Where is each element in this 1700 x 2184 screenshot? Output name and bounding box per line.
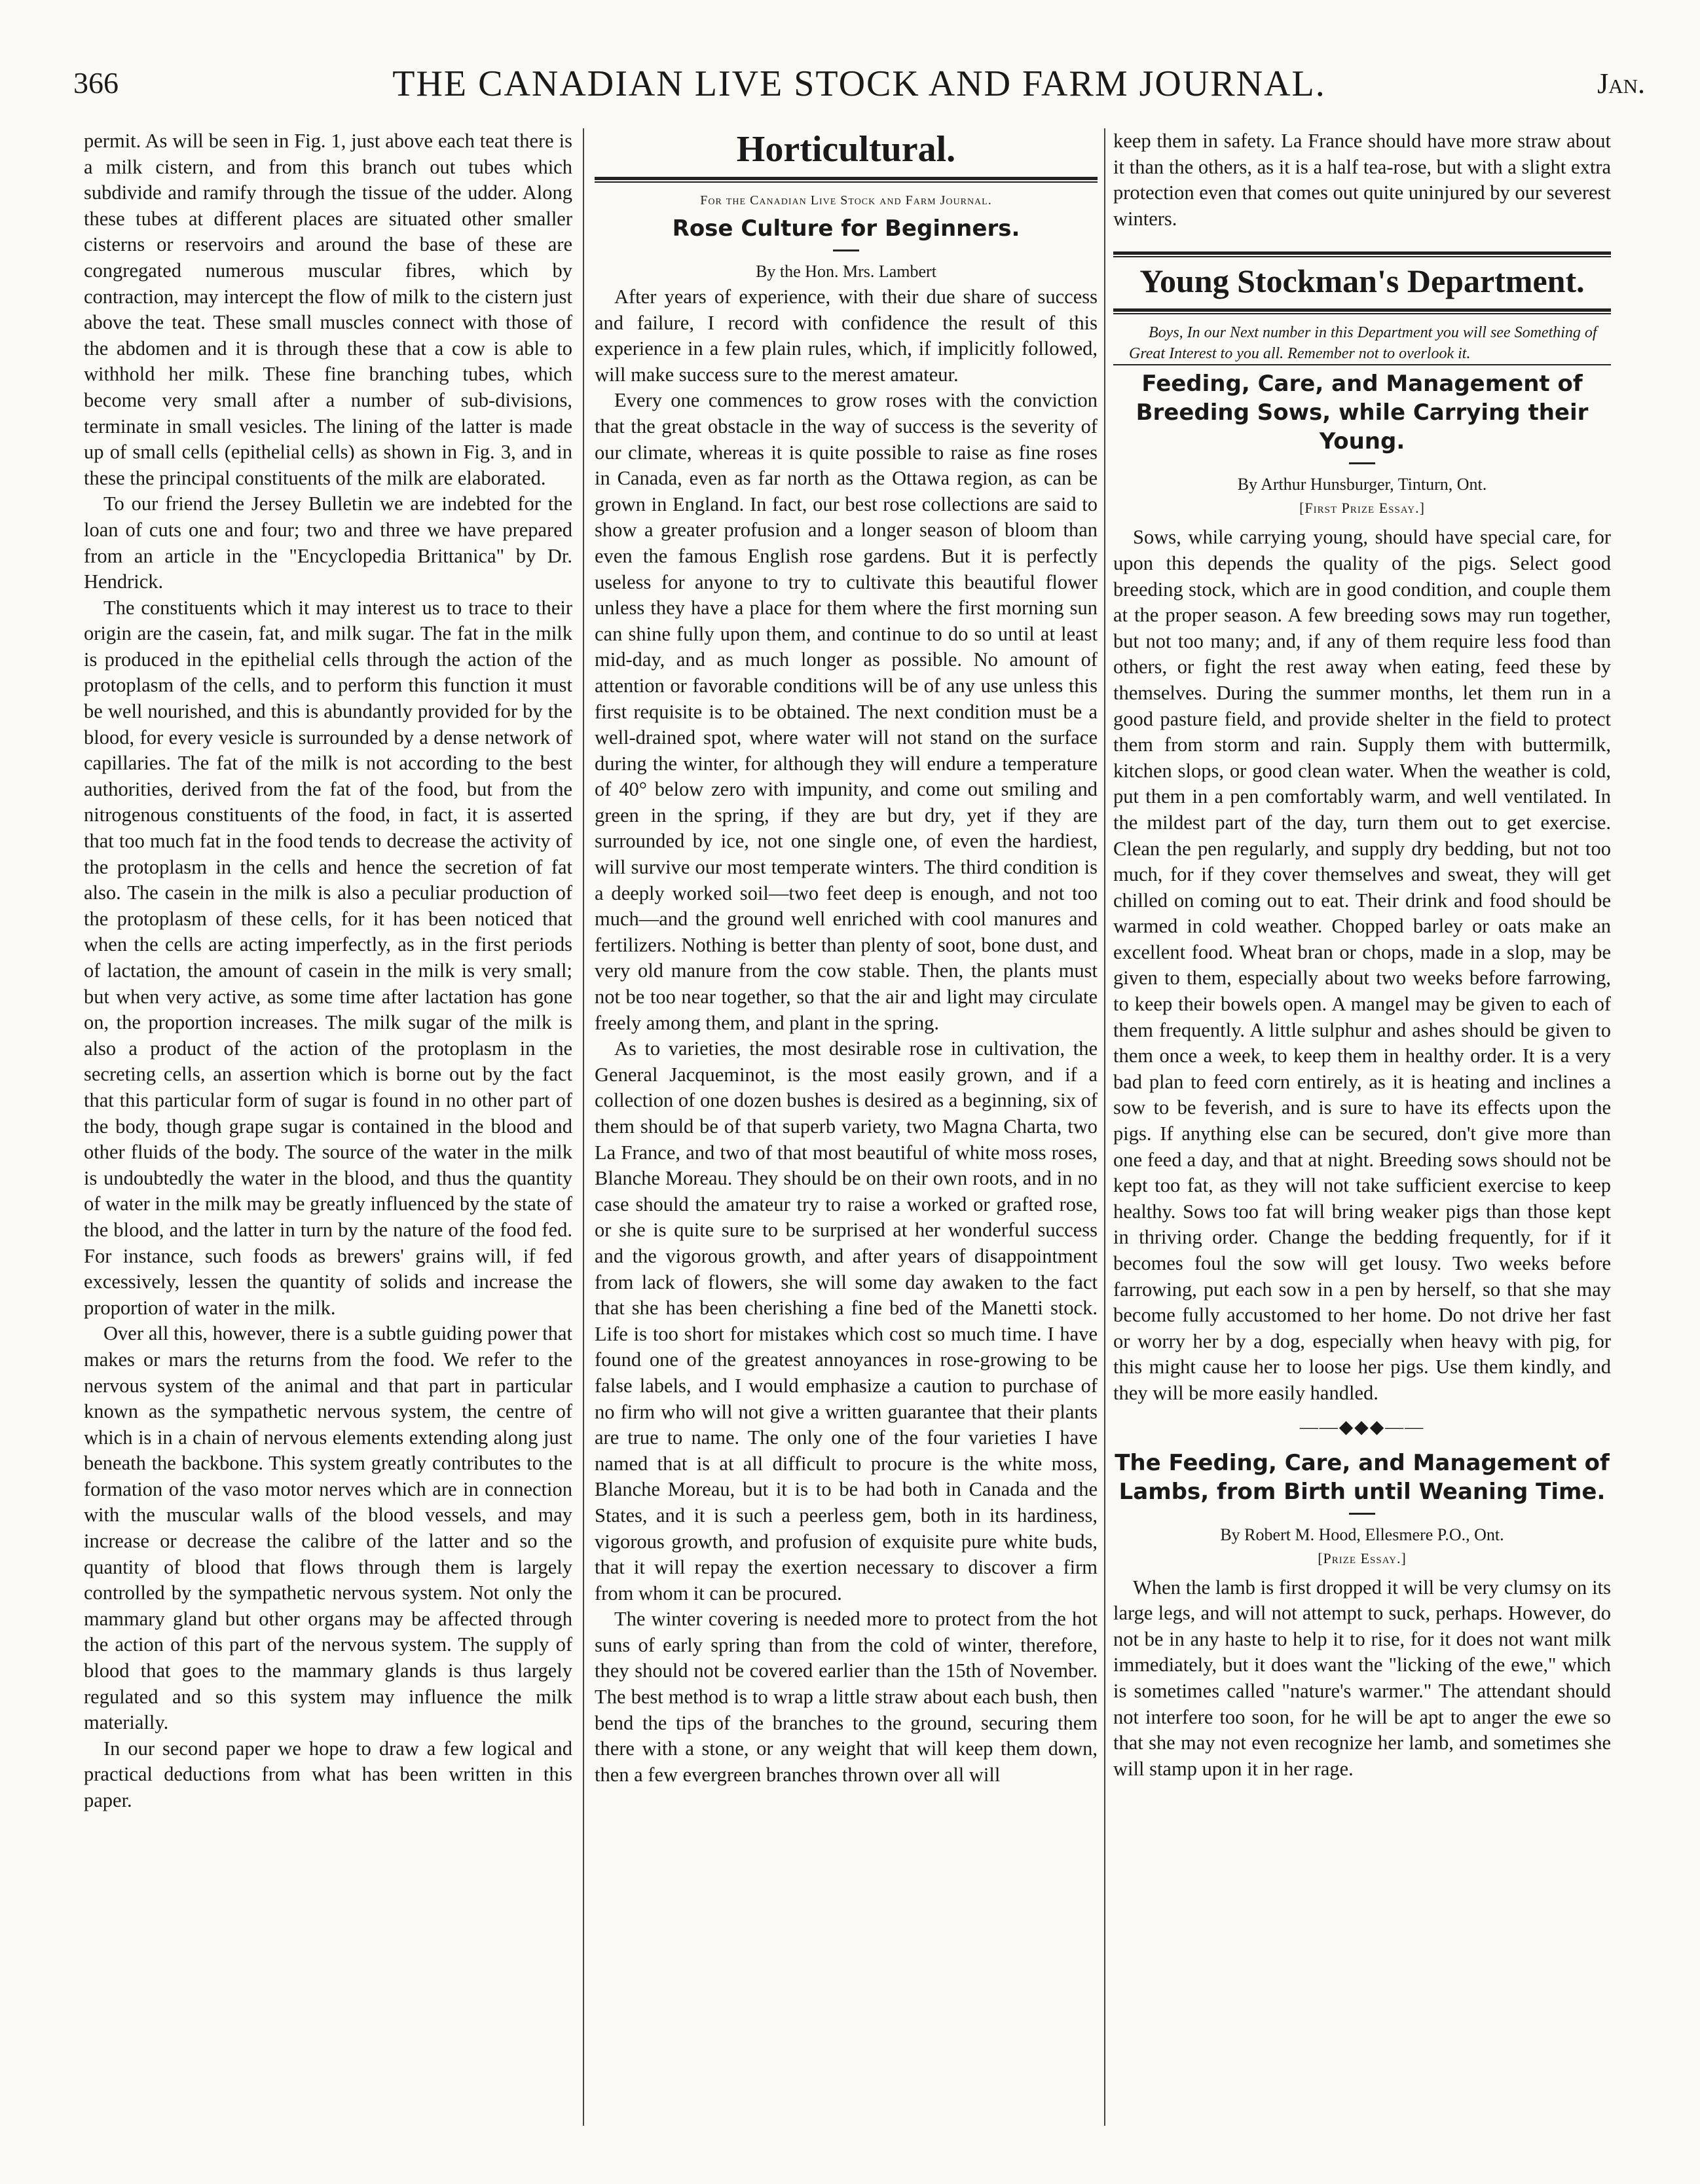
prize-label: [First Prize Essay.]	[1299, 500, 1425, 517]
divider	[595, 181, 1098, 183]
column-left	[84, 128, 572, 2100]
paragraph: In our second paper we hope to draw a few logical and practical deductions from what has been written in this paper.	[84, 1737, 572, 1811]
page-header	[73, 63, 1645, 109]
column-middle	[595, 128, 1098, 2100]
divider	[595, 177, 1098, 180]
divider	[1113, 256, 1611, 257]
divider	[1113, 313, 1611, 314]
paragraph: The constituents which it may interest us to trace to their origin are the casein, fat, and milk sugar. The fat in the milk is produced in the epithelial cells through the action of the protoplasm of the cells, and to perform this function it must be well nourished, and this is abundantly provided for by the blood, for every vesicle is surrounded by a dense network of capillaries. The fat of the milk is not according to the best authorities, derived from the fat of the food, but from the nitrogenous constituents of the food, in fact, it is asserted that too much fat in the food tends to decrease the activity of the protoplasm in the cells and hence the secretion of fat also. The casein in the milk is also a peculiar production of the protoplasm of these cells, for it has been noticed that when the cells are acting imperfectly, as in the first periods of lactation, the amount of casein in the milk is very small; but when very active, as some time after lactation has gone on, the proportion increases. The milk sugar of the milk is also a product of the action of the protoplasm in the secreting cells, an assertion which is borne out by the fact that this particular form of sugar is found in no other part of the body, though grape sugar is contained in the blood and other fluids of the body. The source of the water in the milk is undoubtedly the water in the blood, and thus the quantity of water in the milk may be greatly influenced by the state of the blood, and the latter in turn by the nature of the food fed. For instance, such foods as brewers' grains will, if fed excessively, lessen the quantity of solids and increase the proportion of water in the milk.	[84, 596, 572, 1319]
department-heading: Young Stockman's Department.	[1139, 263, 1585, 300]
article-title: Rose Culture for Beginners.	[672, 215, 1020, 242]
paragraph: After years of experience, with their due share of success and failure, I record with confidence the result of this experience in a few plain rules, which, if implicitly followed, will make success sure to the merest amateur.	[595, 286, 1098, 386]
prize-label: [Prize Essay.]	[1318, 1549, 1407, 1566]
divider	[1113, 308, 1611, 312]
paragraph: Over all this, however, there is a subtle guiding power that makes or mars the returns from the food. We refer to the nervous system of the animal and that part in particular known as the sympathetic nervous system, the centre of which is in a chain of nervous elements extending along just beneath the backbone. This system greatly contributes to the formation of the vaso motor nerves which are in connection with the muscular walls of the blood vessels, and may increase or decrease the calibre of the latter and so the quantity of blood that flows through them is largely controlled by the sympathetic nervous system. Not only the mammary gland but other organs may be affected through the action of this part of the nervous system. The supply of blood that goes to the mammary glands is thus largely regulated and so this system may influence the milk materially.	[84, 1322, 572, 1734]
divider	[1113, 251, 1611, 255]
paragraph: permit. As will be seen in Fig. 1, just above each teat there is a milk cistern, and from this branch out tubes which subdivide and ramify through the tissue of the udder. Along these tubes at different places are situated other smaller cisterns or reservoirs and around the base of these are congregated numerous muscular fibres, which by contraction, may intercept the flow of milk to the cistern just above the teat. These small muscles connect with those of the abdomen and it is through these that a cow is able to withhold her milk. These fine branching tubes, which become very small after a number of sub-divisions, terminate in small vesicles. The lining of the latter is made up of small cells (epithelial cells) as shown in Fig. 3, and in these the principal constituents of the milk are elaborated.	[84, 130, 572, 489]
paragraph: Every one commences to grow roses with the conviction that the great obstacle in the way of success is the severity of our climate, whereas it is quite possible to raise as fine roses in Canada, even as far north as the Ottawa region, as can be grown in England. In fact, our best rose collections are said to show a greater profusion and a longer season of bloom than even the famous English rose gardens. But it is perfectly useless for anyone to try to cultivate this beautiful flower unless they have a place for them where the first morning sun can shine fully upon them, and continue to do so until at least mid-day, and as much longer as possible. No amount of attention or favorable conditions will be of any use unless this first requisite is to be obtained. The next condition must be a well-drained spot, where water will not stand on the surface during the winter, for although they will endure a temperature of 40° below zero with impunity, and come out smiling and green in the spring, if they are but dry, yet if they are surrounded by ice, not one single one, of even the hardiest, will survive our most temperate winters. The third condition is a deeply worked soil—two feet deep is enough, and not too much—and the ground well enriched with cool manures and fertilizers. Nothing is better than plenty of soot, bone dust, and very old manure from the cow stable. Then, the plants must not be too near together, so that the air and light may circulate freely among them, and plant in the spring.	[595, 389, 1098, 1034]
byline: By the Hon. Mrs. Lambert	[756, 262, 936, 281]
page-number: 366	[73, 66, 119, 100]
department-heading: Horticultural.	[736, 129, 956, 170]
column-divider	[583, 128, 584, 2126]
divider	[1349, 462, 1375, 464]
column-divider	[1104, 128, 1105, 2126]
paragraph: When the lamb is first dropped it will be very clumsy on its large legs, and will not attempt to suck, perhaps. However, do not be in any haste to help it to rise, for it does not want milk immediately, but it does want the "licking of the ewe," which is sometimes called "nature's warmer." The attendant should not interfere too soon, for he will be apt to anger the ewe so that she may not even recognize her lamb, and sometimes she will stamp upon it in her rage.	[1113, 1576, 1611, 1780]
paragraph: keep them in safety. La France should have more straw about it than the others, as it is a half tea-rose, but with a slight extra protection even that comes out quite uninjured by our severest winters.	[1113, 130, 1611, 230]
byline: By Robert M. Hood, Ellesmere P.O., Ont.	[1220, 1525, 1504, 1544]
department-notice: Boys, In our Next number in this Department you will see Something of Great Interest to you all. Remember not to overlook it.	[1129, 324, 1597, 363]
source-line: For the Canadian Live Stock and Farm Journal.	[700, 193, 992, 208]
byline: By Arthur Hunsburger, Tinturn, Ont.	[1237, 475, 1487, 494]
article-title: The Feeding, Care, and Management of Lambs, from Birth until Weaning Time.	[1115, 1449, 1610, 1505]
journal-title: THE CANADIAN LIVE STOCK AND FARM JOURNAL.	[392, 64, 1326, 104]
paragraph: The winter covering is needed more to protect from the hot suns of early spring than from the cold of winter, therefore, they should not be covered earlier than the 15th of November. The best method is to wrap a little straw about each bush, then bend the tips of the branches to the ground, securing them there with a stone, or any weight that will keep them down, then a few evergreen branches thrown over all will	[595, 1608, 1098, 1786]
issue-month: Jan.	[1597, 67, 1645, 100]
paragraph: As to varieties, the most desirable rose in cultivation, the General Jacqueminot, is the most easily grown, and if a collection of one dozen bushes is desired as a beginning, six of them should be of that superb variety, two Magna Charta, two La France, and two of that most beautiful of white moss roses, Blanche Moreau. They should be on their own roots, and in no case should the amateur try to raise a worked or grafted rose, or she is quite sure to be surprised at her wonderful success and the vigorous growth, and after years of disappointment from lack of flowers, she will some day awaken to the fact that she has been cherishing a fine bed of the Manetti stock. Life is too short for mistakes which cost so much time. I have found one of the greatest annoyances in rose-growing to be false labels, and I would emphasize a caution to purchase of no firm who will not give a written guarantee that their plants are true to name. The only one of the four varieties I have named that is at all difficult to procure is the white moss, Blanche Moreau, but it is to be had both in Canada and the States, and it is such a peerless gem, both in its hardiness, vigorous growth, and profusion of exquisite pure white buds, that it will repay the exertion necessary to discover a firm from whom it can be procured.	[595, 1037, 1098, 1604]
article-title: Feeding, Care, and Management of Breeding Sows, while Carrying their Young.	[1136, 371, 1589, 455]
paragraph: To our friend the Jersey Bulletin we are indebted for the loan of cuts one and four; two and three we have prepared from an article in the "Encyclopedia Brittanica" by Dr. Hendrick.	[84, 492, 572, 593]
divider	[833, 250, 859, 251]
divider	[1113, 364, 1611, 365]
column-right	[1113, 128, 1611, 2100]
ornament-divider: ——◆◆◆——	[1299, 1416, 1425, 1437]
divider	[1349, 1513, 1375, 1515]
paragraph: Sows, while carrying young, should have special care, for upon this depends the quality of the pigs. Select good breeding stock, which are in good condition, and couple them at the proper season. A few breeding sows may run together, but not too many; and, if any of them require less food than others, or fight the rest away when eating, feed these by themselves. During the summer months, let them run in a good pasture field, and provide shelter in the field to protect them from storm and rain. Supply them with buttermilk, kitchen slops, or good clean water. When the weather is cold, put them in a pen comfortably warm, and well ventilated. In the mildest part of the day, turn them out to get exercise. Clean the pen regularly, and supply dry bedding, but not too much, for if they cover themselves and sweat, they will get chilled on coming out to eat. Their drink and food should be warmed in cold weather. Chopped barley or oats make an excellent food. Wheat bran or chops, made in a slop, may be given to them, especially about two weeks before farrowing, to keep their bowels open. A mangel may be given to each of them frequently. A little sulphur and ashes should be given to them once a week, to keep them in healthy order. It is a very bad plan to feed corn entirely, as it is heating and inclines a sow to be feverish, and is sure to have its effects upon the pigs. If anything else can be secured, don't give more than one feed a day, and that at night. Breeding sows should not be kept too fat, as they will not take sufficient exercise to keep healthy. Sows too fat will bring weaker pigs than those kept in thriving order. Change the bedding frequently, for if it becomes foul the sow will get lousy. Two weeks before farrowing, put each sow in a pen by herself, so that she may become fully accustomed to her home. Do not drive her fast or worry her by a dog, especially when heavy with pig, for this might cause her to loose her pigs. Use them kindly, and they will be more easily handled.	[1113, 526, 1611, 1404]
